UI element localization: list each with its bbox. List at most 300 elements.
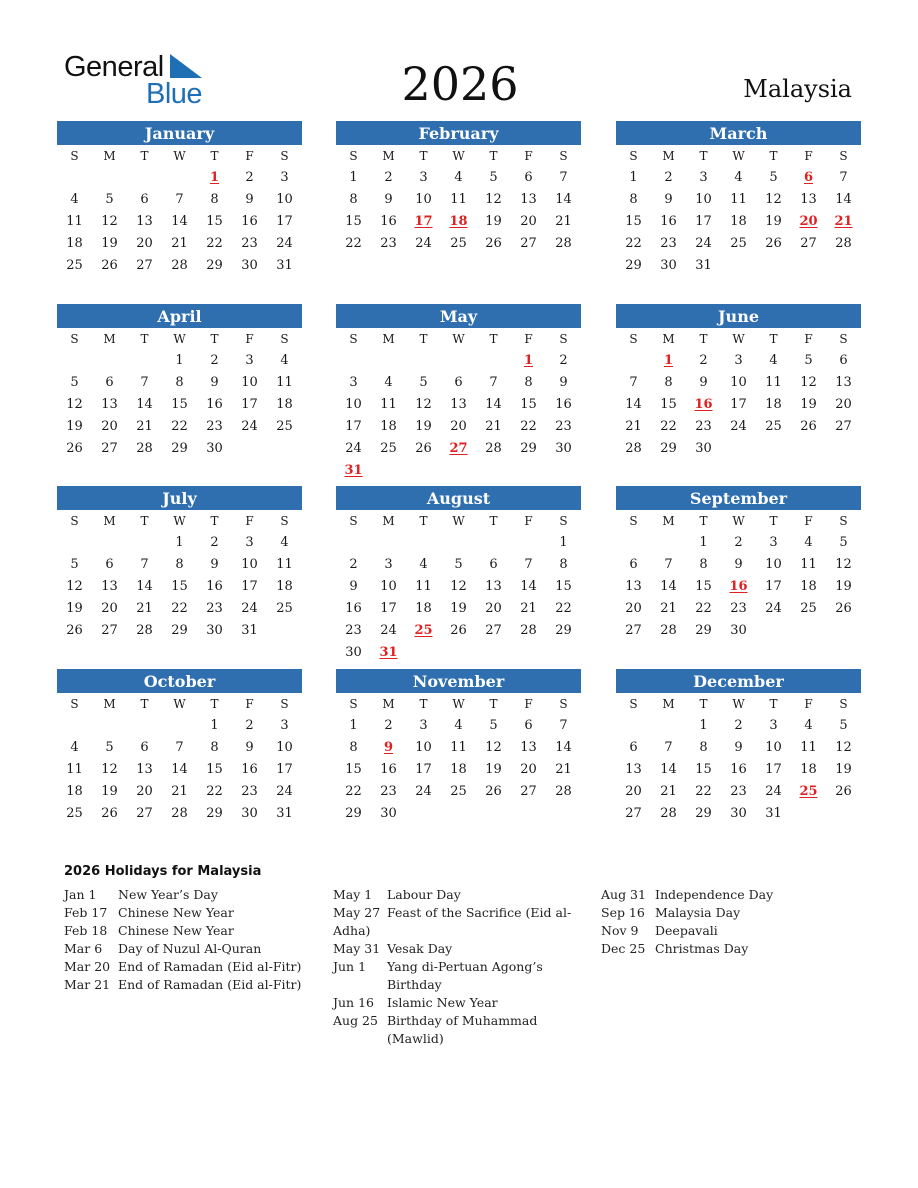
calendar-year-title: 2026 — [401, 57, 519, 111]
week-row — [336, 554, 581, 576]
day-cell: 17 — [241, 579, 258, 594]
weekday-label: W — [452, 514, 465, 528]
day-cell: 24 — [345, 441, 362, 456]
day-cell: 2 — [245, 170, 254, 185]
day-cell: 24 — [415, 784, 432, 799]
week-row — [336, 460, 581, 482]
day-cell: 13 — [136, 762, 153, 777]
weekday-label: M — [103, 332, 116, 346]
day-cell: 23 — [695, 419, 712, 434]
day-cell: 21 — [136, 419, 153, 434]
day-cell: 19 — [800, 397, 817, 412]
day-cell: 10 — [276, 740, 293, 755]
weekday-label: T — [140, 514, 149, 528]
day-cell: 7 — [140, 375, 149, 390]
weekday-header-row — [336, 328, 581, 350]
holiday-day-cell: 20 — [799, 214, 818, 229]
day-cell: 19 — [485, 762, 502, 777]
week-row — [336, 233, 581, 255]
day-cell: 22 — [206, 236, 223, 251]
day-cell: 26 — [835, 601, 852, 616]
day-cell: 9 — [349, 579, 358, 594]
holiday-date: Dec 25 — [601, 941, 646, 956]
holiday-name: Christmas Day — [655, 941, 749, 956]
month-header: November — [336, 669, 581, 693]
day-cell: 16 — [206, 397, 223, 412]
empty-day-cell — [476, 350, 511, 372]
week-row — [57, 554, 302, 576]
day-cell: 27 — [800, 236, 817, 251]
weekday-label: T — [140, 332, 149, 346]
day-cell: 26 — [101, 258, 118, 273]
day-cell: 13 — [485, 579, 502, 594]
day-cell: 17 — [765, 579, 782, 594]
weekday-label: T — [419, 514, 428, 528]
day-cell: 14 — [625, 397, 642, 412]
day-cell: 9 — [210, 375, 219, 390]
day-cell: 12 — [835, 740, 852, 755]
weekday-label: F — [245, 514, 254, 528]
day-cell: 13 — [625, 579, 642, 594]
week-row — [336, 737, 581, 759]
week-row — [616, 394, 861, 416]
day-cell: 15 — [171, 397, 188, 412]
weekday-label: F — [804, 332, 813, 346]
day-cell: 22 — [206, 784, 223, 799]
empty-day-cell — [127, 350, 162, 372]
week-row — [616, 189, 861, 211]
weekday-label: M — [662, 697, 675, 711]
day-cell: 17 — [765, 762, 782, 777]
day-cell: 5 — [804, 353, 813, 368]
weekday-label: W — [173, 332, 186, 346]
empty-day-cell — [791, 803, 826, 825]
day-cell: 30 — [380, 806, 397, 821]
weekday-header-row — [616, 328, 861, 350]
weekday-label: T — [210, 332, 219, 346]
day-cell: 5 — [70, 557, 79, 572]
empty-day-cell — [371, 350, 406, 372]
day-cell: 27 — [101, 441, 118, 456]
weekday-label: M — [382, 149, 395, 163]
day-cell: 6 — [454, 375, 463, 390]
holiday-day-cell: 9 — [383, 740, 394, 755]
day-cell: 10 — [730, 375, 747, 390]
day-cell: 21 — [485, 419, 502, 434]
empty-day-cell — [162, 167, 197, 189]
day-cell: 29 — [695, 806, 712, 821]
week-row — [616, 416, 861, 438]
holiday-name: Independence Day — [655, 887, 774, 902]
week-row — [616, 233, 861, 255]
day-cell: 2 — [384, 718, 393, 733]
day-cell: 22 — [660, 419, 677, 434]
day-cell: 6 — [489, 557, 498, 572]
weekday-label: M — [382, 697, 395, 711]
week-row — [336, 642, 581, 664]
holiday-day-cell: 16 — [694, 397, 713, 412]
week-row — [57, 759, 302, 781]
day-cell: 8 — [699, 557, 708, 572]
weekday-label: W — [173, 514, 186, 528]
weekday-label: M — [103, 514, 116, 528]
day-cell: 20 — [520, 762, 537, 777]
day-cell: 3 — [699, 170, 708, 185]
weekday-label: W — [732, 332, 745, 346]
day-cell: 20 — [136, 236, 153, 251]
week-row — [57, 350, 302, 372]
day-cell: 4 — [280, 353, 289, 368]
day-cell: 19 — [415, 419, 432, 434]
empty-day-cell — [162, 715, 197, 737]
empty-day-cell — [826, 803, 861, 825]
weekday-label: W — [452, 149, 465, 163]
holidays-title: 2026 Holidays for Malaysia — [64, 864, 262, 879]
day-cell: 14 — [171, 762, 188, 777]
week-row — [57, 211, 302, 233]
day-cell: 20 — [450, 419, 467, 434]
holiday-name: New Year’s Day — [118, 887, 218, 902]
weekday-label: S — [629, 332, 638, 346]
weekday-label: F — [804, 149, 813, 163]
day-cell: 31 — [276, 806, 293, 821]
week-row — [336, 759, 581, 781]
holiday-date: Mar 20 — [64, 959, 111, 974]
weekday-label: T — [489, 149, 498, 163]
week-row — [57, 737, 302, 759]
empty-day-cell — [511, 803, 546, 825]
day-cell: 31 — [241, 623, 258, 638]
empty-day-cell — [92, 350, 127, 372]
weekday-label: W — [452, 697, 465, 711]
empty-day-cell — [92, 167, 127, 189]
weekday-label: T — [419, 149, 428, 163]
holiday-date: Jan 1 — [64, 887, 97, 902]
empty-day-cell — [616, 715, 651, 737]
day-cell: 12 — [415, 397, 432, 412]
week-row — [336, 350, 581, 372]
week-row — [336, 438, 581, 460]
week-row — [336, 715, 581, 737]
weekday-label: S — [70, 514, 79, 528]
holiday-date: May 27 — [333, 905, 381, 920]
weekday-label: M — [382, 332, 395, 346]
empty-day-cell — [651, 715, 686, 737]
holiday-list-item — [333, 994, 577, 1012]
day-cell: 8 — [664, 375, 673, 390]
day-cell: 15 — [171, 579, 188, 594]
holiday-day-cell: 6 — [803, 170, 814, 185]
day-cell: 30 — [730, 806, 747, 821]
day-cell: 29 — [555, 623, 572, 638]
week-row — [616, 167, 861, 189]
day-cell: 30 — [206, 623, 223, 638]
day-cell: 2 — [210, 535, 219, 550]
day-cell: 10 — [345, 397, 362, 412]
holiday-day-cell: 1 — [209, 170, 220, 185]
day-cell: 30 — [241, 258, 258, 273]
weekday-label: T — [769, 697, 778, 711]
week-row — [57, 255, 302, 277]
weekday-label: S — [280, 514, 289, 528]
day-cell: 19 — [450, 601, 467, 616]
day-cell: 28 — [171, 806, 188, 821]
empty-day-cell — [476, 642, 511, 664]
day-cell: 11 — [730, 192, 747, 207]
day-cell: 23 — [555, 419, 572, 434]
day-cell: 26 — [66, 623, 83, 638]
weekday-label: S — [629, 514, 638, 528]
holiday-list-item — [64, 922, 308, 940]
week-row — [616, 737, 861, 759]
day-cell: 7 — [175, 740, 184, 755]
weekday-label: S — [70, 149, 79, 163]
day-cell: 28 — [555, 236, 572, 251]
holiday-name: Deepavali — [655, 923, 718, 938]
day-cell: 1 — [349, 170, 358, 185]
empty-day-cell — [476, 460, 511, 482]
day-cell: 4 — [70, 740, 79, 755]
day-cell: 6 — [524, 718, 533, 733]
weekday-label: M — [662, 332, 675, 346]
empty-day-cell — [57, 167, 92, 189]
week-row — [336, 394, 581, 416]
holiday-date: Jun 16 — [333, 995, 374, 1010]
empty-day-cell — [441, 532, 476, 554]
day-cell: 30 — [206, 441, 223, 456]
weekday-label: T — [699, 149, 708, 163]
day-cell: 12 — [485, 740, 502, 755]
day-cell: 7 — [664, 557, 673, 572]
weekday-label: T — [489, 514, 498, 528]
day-cell: 13 — [101, 579, 118, 594]
day-cell: 22 — [695, 784, 712, 799]
day-cell: 17 — [730, 397, 747, 412]
month-header: March — [616, 121, 861, 145]
day-cell: 3 — [280, 170, 289, 185]
day-cell: 7 — [524, 557, 533, 572]
holiday-list-column-2 — [333, 886, 577, 1048]
day-cell: 4 — [419, 557, 428, 572]
day-cell: 14 — [555, 192, 572, 207]
day-cell: 14 — [555, 740, 572, 755]
day-cell: 7 — [559, 170, 568, 185]
weekday-label: W — [173, 149, 186, 163]
weekday-label: F — [245, 149, 254, 163]
day-cell: 16 — [730, 762, 747, 777]
weekday-label: T — [419, 697, 428, 711]
day-cell: 15 — [625, 214, 642, 229]
day-cell: 21 — [660, 601, 677, 616]
weekday-header-row — [336, 510, 581, 532]
day-cell: 10 — [241, 557, 258, 572]
week-row — [616, 715, 861, 737]
day-cell: 25 — [66, 258, 83, 273]
week-row — [57, 372, 302, 394]
day-cell: 8 — [559, 557, 568, 572]
weekday-label: S — [839, 149, 848, 163]
weekday-label: S — [349, 332, 358, 346]
empty-day-cell — [92, 532, 127, 554]
day-cell: 17 — [380, 601, 397, 616]
day-cell: 20 — [520, 214, 537, 229]
day-cell: 1 — [699, 535, 708, 550]
empty-day-cell — [57, 350, 92, 372]
empty-day-cell — [476, 803, 511, 825]
month-october — [57, 669, 302, 825]
day-cell: 10 — [241, 375, 258, 390]
day-cell: 11 — [800, 740, 817, 755]
day-cell: 18 — [730, 214, 747, 229]
week-row — [57, 532, 302, 554]
weekday-header-row — [336, 693, 581, 715]
day-cell: 6 — [629, 740, 638, 755]
empty-day-cell — [57, 532, 92, 554]
empty-day-cell — [336, 532, 371, 554]
weekday-label: T — [419, 332, 428, 346]
day-cell: 9 — [245, 740, 254, 755]
weekday-header-row — [57, 328, 302, 350]
week-row — [336, 372, 581, 394]
week-row — [57, 416, 302, 438]
day-cell: 22 — [171, 419, 188, 434]
holiday-day-cell: 17 — [414, 214, 433, 229]
day-cell: 6 — [140, 740, 149, 755]
empty-day-cell — [406, 803, 441, 825]
day-cell: 14 — [660, 579, 677, 594]
week-row — [616, 598, 861, 620]
empty-day-cell — [92, 715, 127, 737]
empty-day-cell — [406, 642, 441, 664]
day-cell: 23 — [380, 784, 397, 799]
day-cell: 7 — [175, 192, 184, 207]
day-cell: 26 — [66, 441, 83, 456]
day-cell: 15 — [345, 762, 362, 777]
day-cell: 20 — [625, 601, 642, 616]
day-cell: 3 — [734, 353, 743, 368]
day-cell: 21 — [555, 762, 572, 777]
week-row — [336, 598, 581, 620]
day-cell: 23 — [241, 784, 258, 799]
day-cell: 27 — [101, 623, 118, 638]
empty-day-cell — [441, 803, 476, 825]
day-cell: 5 — [839, 535, 848, 550]
weekday-label: S — [349, 697, 358, 711]
month-august — [336, 486, 581, 664]
empty-day-cell — [791, 255, 826, 277]
day-cell: 14 — [520, 579, 537, 594]
day-cell: 18 — [800, 579, 817, 594]
day-cell: 23 — [380, 236, 397, 251]
day-cell: 25 — [730, 236, 747, 251]
day-cell: 28 — [485, 441, 502, 456]
day-cell: 15 — [660, 397, 677, 412]
logo-text-blue: Blue — [146, 78, 203, 110]
day-cell: 13 — [800, 192, 817, 207]
day-cell: 21 — [555, 214, 572, 229]
empty-day-cell — [756, 438, 791, 460]
month-february — [336, 121, 581, 255]
weekday-label: S — [559, 332, 568, 346]
day-cell: 24 — [380, 623, 397, 638]
day-cell: 28 — [136, 441, 153, 456]
day-cell: 4 — [769, 353, 778, 368]
day-cell: 20 — [835, 397, 852, 412]
day-cell: 30 — [730, 623, 747, 638]
day-cell: 13 — [835, 375, 852, 390]
holiday-list-column-3 — [601, 886, 845, 958]
day-cell: 16 — [206, 579, 223, 594]
day-cell: 4 — [804, 718, 813, 733]
holiday-day-cell: 16 — [729, 579, 748, 594]
month-march — [616, 121, 861, 277]
day-cell: 25 — [276, 419, 293, 434]
day-cell: 8 — [175, 375, 184, 390]
month-header: October — [57, 669, 302, 693]
day-cell: 7 — [140, 557, 149, 572]
holiday-day-cell: 31 — [344, 463, 363, 478]
holiday-date: Sep 16 — [601, 905, 645, 920]
day-cell: 19 — [835, 579, 852, 594]
holiday-day-cell: 1 — [663, 353, 674, 368]
empty-day-cell — [127, 167, 162, 189]
day-cell: 7 — [839, 170, 848, 185]
day-cell: 19 — [66, 419, 83, 434]
day-cell: 31 — [765, 806, 782, 821]
day-cell: 4 — [454, 170, 463, 185]
empty-day-cell — [511, 460, 546, 482]
month-header: December — [616, 669, 861, 693]
day-cell: 5 — [419, 375, 428, 390]
day-cell: 22 — [555, 601, 572, 616]
day-cell: 5 — [839, 718, 848, 733]
day-cell: 21 — [171, 236, 188, 251]
day-cell: 20 — [136, 784, 153, 799]
week-row — [336, 167, 581, 189]
day-cell: 20 — [485, 601, 502, 616]
day-cell: 14 — [485, 397, 502, 412]
day-cell: 17 — [276, 762, 293, 777]
weekday-label: T — [140, 149, 149, 163]
day-cell: 8 — [210, 192, 219, 207]
day-cell: 13 — [520, 740, 537, 755]
day-cell: 17 — [415, 762, 432, 777]
day-cell: 26 — [450, 623, 467, 638]
empty-day-cell — [546, 803, 581, 825]
day-cell: 29 — [625, 258, 642, 273]
month-header: January — [57, 121, 302, 145]
day-cell: 25 — [800, 601, 817, 616]
day-cell: 11 — [800, 557, 817, 572]
month-september — [616, 486, 861, 642]
day-cell: 18 — [66, 236, 83, 251]
empty-day-cell — [546, 460, 581, 482]
week-row — [57, 576, 302, 598]
day-cell: 9 — [384, 192, 393, 207]
day-cell: 2 — [734, 718, 743, 733]
day-cell: 23 — [241, 236, 258, 251]
day-cell: 26 — [101, 806, 118, 821]
day-cell: 11 — [380, 397, 397, 412]
day-cell: 8 — [524, 375, 533, 390]
day-cell: 27 — [520, 784, 537, 799]
weekday-label: S — [349, 514, 358, 528]
weekday-label: T — [210, 149, 219, 163]
weekday-label: W — [452, 332, 465, 346]
week-row — [616, 350, 861, 372]
week-row — [57, 394, 302, 416]
holiday-name: Feast of the Sacrifice (Eid al- — [387, 905, 572, 920]
